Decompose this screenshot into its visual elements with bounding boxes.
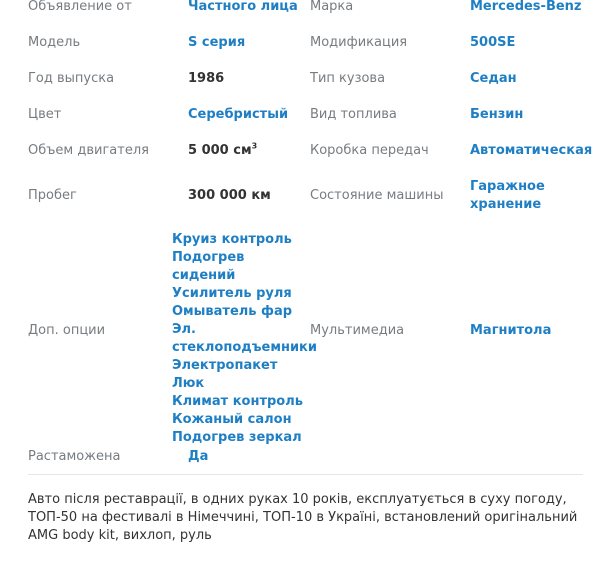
- options-list: [172, 231, 317, 447]
- make-link[interactable]: Mercedes-Benz: [470, 0, 582, 14]
- body-type-link[interactable]: Седан: [470, 71, 517, 86]
- option-item[interactable]: Климат контроль: [172, 394, 303, 409]
- option-item[interactable]: Подогрев сидений: [172, 250, 245, 283]
- modification-label: Модификация: [310, 35, 408, 50]
- option-item[interactable]: Омыватель фар: [172, 304, 293, 319]
- make-label: Марка: [310, 0, 354, 14]
- option-item[interactable]: Кожаный салон: [172, 412, 292, 427]
- option-item[interactable]: Электропакет: [172, 358, 278, 373]
- color-link[interactable]: Серебристый: [188, 107, 289, 122]
- multimedia-link[interactable]: Магнитола: [470, 323, 552, 338]
- body-type-label: Тип кузова: [310, 71, 386, 86]
- listing-description: Авто після реставрації, в одних руках 10 років, експлуатується в суху погоду, ТОП-50 на фестивалі в Німеччині, ТОП-10 в Україні, встановлений оригінальний AMG body kit, вихлоп, руль: [28, 492, 578, 543]
- customs-label: Растаможена: [28, 449, 121, 464]
- year-label: Год выпуска: [28, 71, 115, 86]
- customs-link[interactable]: Да: [188, 449, 209, 464]
- option-item[interactable]: Подогрев зеркал: [172, 430, 302, 445]
- fuel-label: Вид топлива: [310, 107, 397, 122]
- options-label: Доп. опции: [28, 323, 106, 338]
- seller-type-link[interactable]: Частного лица: [188, 0, 298, 14]
- model-label: Модель: [28, 35, 81, 50]
- multimedia-label: Мультимедиа: [310, 323, 405, 338]
- option-item[interactable]: Усилитель руля: [172, 286, 292, 301]
- gearbox-link[interactable]: Автоматическая: [470, 143, 593, 158]
- option-item[interactable]: Люк: [172, 376, 205, 391]
- engine-value-text: 5 000 см: [188, 143, 252, 158]
- mileage-value: 300 000 км: [188, 188, 271, 203]
- engine-unit-superscript: 3: [251, 141, 258, 151]
- option-item[interactable]: Эл. стеклоподъемники: [172, 322, 317, 355]
- mileage-label: Пробег: [28, 188, 77, 203]
- gearbox-label: Коробка передач: [310, 143, 429, 158]
- seller-type-label: Объявление от: [28, 0, 132, 14]
- condition-label: Состояние машины: [310, 188, 444, 203]
- model-link[interactable]: S серия: [188, 35, 246, 50]
- engine-label: Объем двигателя: [28, 143, 149, 158]
- year-value: 1986: [188, 71, 225, 86]
- option-item[interactable]: Круиз контроль: [172, 232, 292, 247]
- condition-link[interactable]: Гаражное хранение: [470, 179, 545, 212]
- fuel-link[interactable]: Бензин: [470, 107, 524, 122]
- color-label: Цвет: [28, 107, 62, 122]
- engine-value: [188, 142, 257, 160]
- modification-link[interactable]: 500SE: [470, 35, 516, 50]
- section-divider: [28, 474, 583, 475]
